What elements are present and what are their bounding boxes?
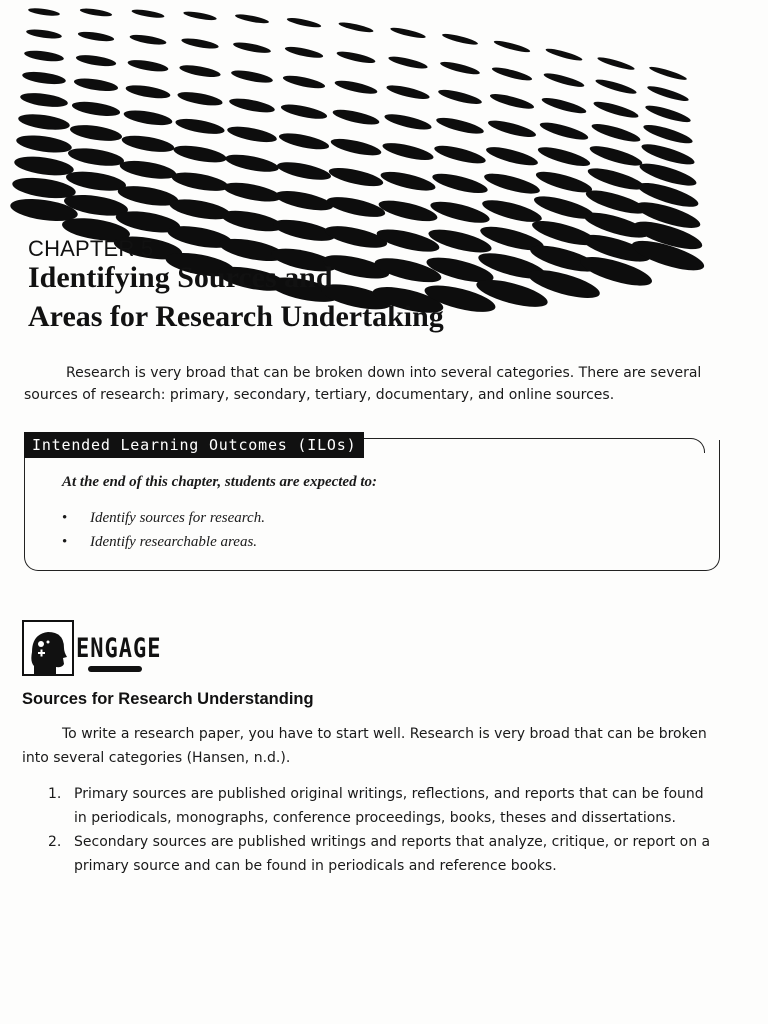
halftone-dot xyxy=(332,107,381,128)
section-heading: Sources for Research Understanding xyxy=(22,690,314,708)
halftone-dot xyxy=(381,140,435,164)
halftone-dot xyxy=(220,207,285,236)
list-item-text: Secondary sources are published writings and reports that analyze, critique, or report on a primary source and can be found in periodicals and reference books. xyxy=(74,834,711,874)
halftone-dot xyxy=(588,142,644,169)
halftone-dot xyxy=(121,133,176,155)
halftone-dot xyxy=(127,58,169,74)
list-item-text: Primary sources are published original writings, reflections, and reports that can be found in periodicals, monographs, conference proceedings, books, theses and dissertations. xyxy=(74,786,704,826)
halftone-dot xyxy=(282,73,326,91)
halftone-dot xyxy=(439,59,481,76)
halftone-dot xyxy=(119,158,178,183)
halftone-dot xyxy=(131,8,165,19)
halftone-dot xyxy=(429,197,492,227)
halftone-dot xyxy=(493,39,531,54)
halftone-dot xyxy=(487,117,538,140)
halftone-dot xyxy=(586,164,646,194)
halftone-dot xyxy=(226,124,278,146)
halftone-dot xyxy=(644,102,692,125)
halftone-dot xyxy=(222,179,282,205)
halftone-dot xyxy=(336,49,376,65)
halftone-dot xyxy=(274,187,335,214)
halftone-dot xyxy=(646,84,690,104)
chapter-title xyxy=(28,258,548,336)
halftone-dot xyxy=(385,83,430,102)
halftone-dot xyxy=(433,142,487,167)
halftone-dot xyxy=(26,28,63,40)
halftone-dot xyxy=(75,53,117,68)
halftone-dot xyxy=(129,33,167,47)
halftone-dot xyxy=(19,91,68,110)
halftone-dot xyxy=(228,96,276,115)
halftone-dot xyxy=(172,142,227,165)
halftone-dot xyxy=(174,116,225,137)
halftone-dot xyxy=(278,130,330,152)
halftone-dot xyxy=(388,54,429,71)
halftone-dot xyxy=(181,36,220,50)
list-item xyxy=(22,782,720,830)
halftone-dot xyxy=(28,7,61,17)
halftone-dot xyxy=(538,119,589,143)
ilo-list xyxy=(62,506,265,554)
halftone-dot xyxy=(390,26,427,40)
chapter-label: CHAPTER 5 xyxy=(28,236,154,261)
halftone-dot xyxy=(482,170,541,198)
halftone-dot xyxy=(284,45,324,60)
halftone-dot xyxy=(232,40,271,55)
bullet-icon: • xyxy=(62,534,68,550)
halftone-dot xyxy=(534,168,594,197)
halftone-dot xyxy=(590,120,642,145)
halftone-dot xyxy=(441,32,478,47)
halftone-dot xyxy=(327,164,384,190)
halftone-dot xyxy=(73,76,119,93)
halftone-dot xyxy=(334,78,379,96)
halftone-dot xyxy=(543,71,586,90)
chapter-title-line-1: Identifying Sources and xyxy=(28,261,333,294)
halftone-dot xyxy=(13,153,75,178)
list-item-number: 2. xyxy=(48,834,62,850)
ilo-header: Intended Learning Outcomes (ILOs) xyxy=(24,432,364,458)
halftone-dot xyxy=(325,193,387,221)
halftone-dot xyxy=(597,55,636,72)
halftone-dot xyxy=(545,47,583,63)
halftone-dot xyxy=(383,111,432,133)
halftone-dot xyxy=(123,108,174,128)
ilo-lead: At the end of this chapter, students are expected to: xyxy=(62,474,377,490)
ilo-item-text: Identify researchable areas. xyxy=(90,534,258,550)
halftone-dot xyxy=(642,121,694,146)
ilo-item xyxy=(62,506,265,530)
halftone-dot xyxy=(183,10,217,22)
halftone-dot xyxy=(69,122,123,144)
chapter-title-line-2: Areas for Research Undertaking xyxy=(28,300,444,333)
bullet-icon: • xyxy=(62,510,68,526)
halftone-dot xyxy=(489,91,535,112)
list-item xyxy=(22,830,720,878)
engage-label: ENGAGE xyxy=(76,634,162,664)
halftone-dot xyxy=(67,145,125,169)
halftone-dot xyxy=(594,77,637,96)
halftone-dot xyxy=(21,70,66,87)
halftone-dot xyxy=(125,83,171,101)
head-silhouette-icon xyxy=(22,620,74,676)
halftone-dot xyxy=(485,143,540,169)
section-paragraph: To write a research paper, you have to start well. Research is very broad that can be broken into several categories (Hansen, n.d.). xyxy=(22,726,707,766)
halftone-dot xyxy=(431,170,490,197)
halftone-dot xyxy=(17,112,70,133)
engage-underline xyxy=(88,666,142,672)
halftone-dot xyxy=(224,151,280,175)
halftone-dot xyxy=(176,89,223,108)
ilo-item-text: Identify sources for research. xyxy=(90,510,265,526)
ilo-item xyxy=(62,530,265,554)
halftone-dot xyxy=(435,115,485,137)
halftone-dot xyxy=(230,68,273,85)
halftone-dot xyxy=(379,168,437,194)
halftone-dot xyxy=(375,225,441,256)
halftone-dot xyxy=(329,136,382,159)
halftone-dot xyxy=(592,99,639,121)
intro-paragraph: Research is very broad that can be broken down into several categories. There are several sources of research: primary, secondary, tertiary, documentary, and online sources. xyxy=(24,365,702,403)
list-item-number: 1. xyxy=(48,786,62,802)
halftone-dot xyxy=(280,102,328,122)
halftone-dot xyxy=(377,196,439,225)
ilo-box-border xyxy=(360,438,705,453)
sources-list xyxy=(22,782,720,878)
halftone-dot xyxy=(338,21,374,35)
halftone-dot xyxy=(536,143,591,169)
halftone-dot xyxy=(491,65,533,83)
halftone-dot xyxy=(286,16,322,29)
halftone-dot xyxy=(235,13,270,26)
halftone-dot xyxy=(648,65,687,82)
halftone-dot xyxy=(79,7,112,18)
halftone-dot xyxy=(15,133,73,156)
halftone-dot xyxy=(71,99,121,118)
halftone-dot xyxy=(170,169,230,194)
halftone-dot xyxy=(437,87,483,107)
halftone-dot xyxy=(276,159,333,184)
halftone-dot xyxy=(77,30,114,43)
halftone-dot xyxy=(24,49,65,64)
halftone-dot xyxy=(541,95,588,116)
halftone-dot xyxy=(179,63,222,79)
